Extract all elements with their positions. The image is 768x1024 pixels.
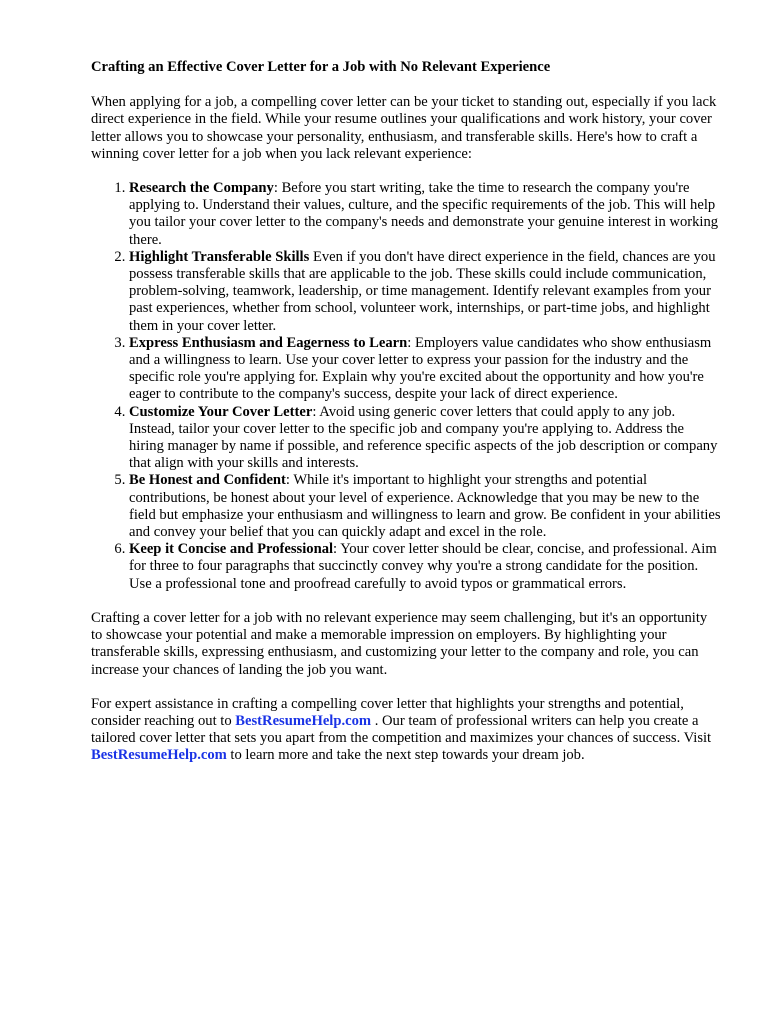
document-page: [91, 59, 721, 782]
bestresumehelp-link[interactable]: BestResumeHelp.com: [235, 712, 372, 729]
list-item-separator: :: [312, 403, 320, 420]
list-item-text: Employers value candidates who show enthusiasm and a willingness to learn. Use your cover letter to express your passion for the industry and the specific role you're applying for. Explain why you're excited about the opportunity and how you're eager to contribute to the company's success, despite your lack of direct experience.: [129, 334, 712, 403]
list-item-heading: Highlight Transferable Skills: [129, 248, 310, 265]
list-item-separator: :: [333, 541, 341, 558]
cta-text-2: . Our team of professional writers can help you create a tailored cover letter that sets you apart from the competition and maximizes your chances of success. Visit: [91, 712, 712, 747]
cta-text-3: to learn more and take the next step towards your dream job.: [226, 747, 585, 764]
list-item-text: Avoid using generic cover letters that could apply to any job. Instead, tailor your cover letter to the specific job and company you're applying to. Address the hiring manager by name if possible, and reference specific aspects of the job description or company that align with your skills and interests.: [129, 403, 718, 472]
tips-list: [91, 180, 721, 593]
list-item-heading: Research the Company: [129, 180, 274, 197]
document-title: Crafting an Effective Cover Letter for a Job with No Relevant Experience: [91, 59, 551, 75]
list-item-text: Even if you don't have direct experience in the field, chances are you possess transferable skills that are applicable to the job. These skills could include communication, problem-solving, teamwork, leadership, or time management. Identify relevant examples from your past experiences, whether from school, volunteer work, internships, or part-time jobs, and highlight them in your cover letter.: [129, 248, 716, 334]
list-item-heading: Be Honest and Confident: [129, 472, 286, 489]
cta-paragraph: [91, 696, 721, 765]
list-item: [129, 249, 721, 335]
cta-text-1: For expert assistance in crafting a compelling cover letter that highlights your strengths and potential, consider reaching out to: [91, 695, 684, 729]
list-item-heading: Customize Your Cover Letter: [129, 403, 313, 420]
list-item-heading: Keep it Concise and Professional: [129, 541, 334, 558]
list-item: [129, 404, 721, 473]
intro-paragraph: When applying for a job, a compelling cover letter can be your ticket to standing out, especially if you lack direct experience in the field. While your resume outlines your qualifications and work history, your cover letter allows you to showcase your personality, enthusiasm, and transferable skills. Here's how to craft a winning cover letter for a job when you lack relevant experience:: [91, 94, 717, 162]
list-item-text: Your cover letter should be clear, concise, and professional. Aim for three to four paragraphs that succinctly convey why you're a strong candidate for the position. Use a professional tone and proofread carefully to avoid typos or grammatical errors.: [129, 541, 717, 592]
list-item-separator: :: [407, 334, 415, 351]
list-item: [129, 180, 721, 249]
conclusion-paragraph: Crafting a cover letter for a job with no relevant experience may seem challenging, but it's an opportunity to showcase your potential and make a memorable impression on employers. By highlighting your transferable skills, expressing enthusiasm, and customizing your letter to the company and role, you can increase your chances of landing the job you want.: [91, 609, 708, 678]
list-item: [129, 335, 721, 404]
bestresumehelp-link-2[interactable]: BestResumeHelp.com: [91, 747, 227, 764]
list-item-heading: Express Enthusiasm and Eagerness to Learn: [129, 334, 408, 351]
list-item-text: Before you start writing, take the time to research the company you're applying to. Understand their values, culture, and the specific requirements of the job. This will help you tailor your cover letter to the company's needs and demonstrate your genuine interest in working there.: [129, 180, 719, 248]
list-item-text: While it's important to highlight your strengths and potential contributions, be honest about your level of experience. Acknowledge that you may be new to the field but emphasize your enthusiasm and willingness to learn and grow. Be confident in your abilities and convey your belief that you can quickly adapt and excel in the role.: [129, 472, 721, 541]
list-item-separator: :: [273, 180, 282, 197]
list-item: [129, 541, 721, 593]
list-item: [129, 472, 721, 541]
list-item-separator: :: [285, 472, 294, 489]
